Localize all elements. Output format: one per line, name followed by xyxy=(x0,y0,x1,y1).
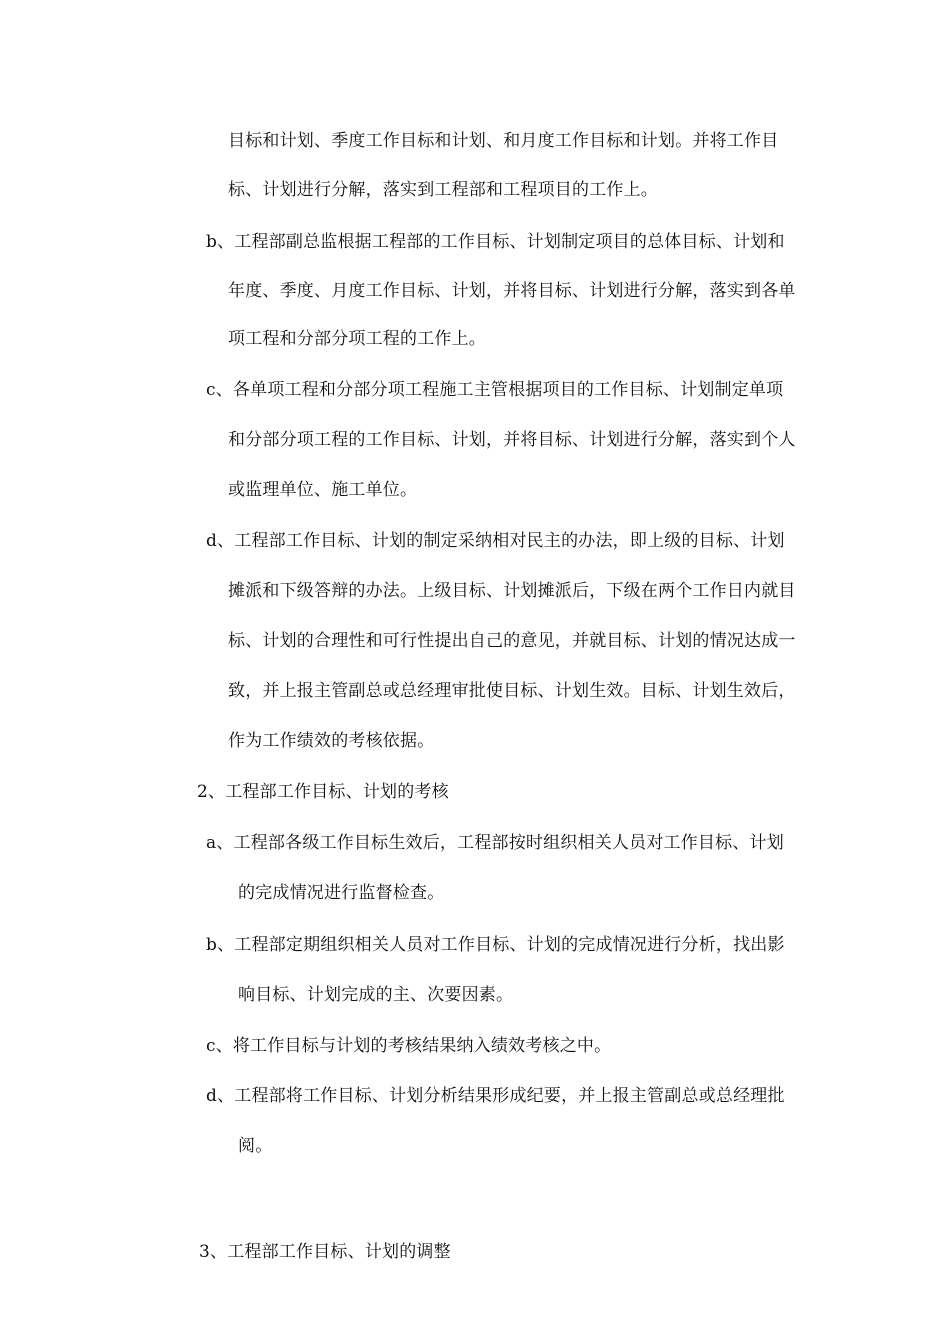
paragraph-line: 摊派和下级答辩的办法。上级目标、计划摊派后，下级在两个工作日内就目 xyxy=(228,581,796,601)
list-item-c: c、将工作目标与计划的考核结果纳入绩效考核之中。 xyxy=(206,1036,612,1056)
list-item-b: b、工程部定期组织相关人员对工作目标、计划的完成情况进行分析，找出影 xyxy=(206,935,785,955)
paragraph-line: 或监理单位、施工单位。 xyxy=(228,480,418,500)
paragraph-line: 目标和计划、季度工作目标和计划、和月度工作目标和计划。并将工作目 xyxy=(228,131,779,151)
list-item-d: d、工程部将工作目标、计划分析结果形成纪要，并上报主管副总或总经理批 xyxy=(206,1086,785,1106)
section-heading-3: 3、工程部工作目标、计划的调整 xyxy=(199,1242,451,1262)
section-heading-2: 2、工程部工作目标、计划的考核 xyxy=(197,782,449,802)
paragraph-line: 和分部分项工程的工作目标、计划，并将目标、计划进行分解，落实到个人 xyxy=(228,430,796,450)
paragraph-line: 标、计划的合理性和可行性提出自己的意见，并就目标、计划的情况达成一 xyxy=(228,631,796,651)
paragraph-line: 项工程和分部分项工程的工作上。 xyxy=(228,329,486,349)
list-item-b: b、工程部副总监根据工程部的工作目标、计划制定项目的总体目标、计划和 xyxy=(206,232,785,252)
list-item-d: d、工程部工作目标、计划的制定采纳相对民主的办法，即上级的目标、计划 xyxy=(206,531,785,551)
paragraph-line: 年度、季度、月度工作目标、计划，并将目标、计划进行分解，落实到各单 xyxy=(228,281,796,301)
paragraph-line: 致，并上报主管副总或总经理审批使目标、计划生效。目标、计划生效后， xyxy=(228,681,796,701)
paragraph-line: 阅。 xyxy=(238,1136,273,1156)
paragraph-line: 响目标、计划完成的主、次要因素。 xyxy=(238,985,514,1005)
paragraph-line: 标、计划进行分解，落实到工程部和工程项目的工作上。 xyxy=(228,180,658,200)
paragraph-line: 的完成情况进行监督检查。 xyxy=(238,883,445,903)
list-item-a: a、工程部各级工作目标生效后，工程部按时组织相关人员对工作目标、计划 xyxy=(206,833,784,853)
list-item-c: c、各单项工程和分部分项工程施工主管根据项目的工作目标、计划制定单项 xyxy=(206,380,784,400)
paragraph-line: 作为工作绩效的考核依据。 xyxy=(228,731,435,751)
